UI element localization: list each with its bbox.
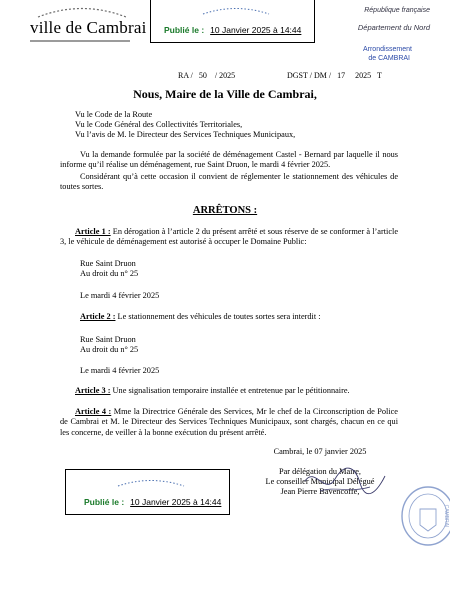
arrondissement-label: Arrondissement xyxy=(362,46,412,53)
stamp-date: 10 Janvier 2025 à 14:44 xyxy=(210,25,302,35)
publication-stamp-bottom xyxy=(65,469,230,515)
stamp-label: Publié le : xyxy=(84,497,125,507)
official-seal-icon xyxy=(398,485,450,547)
article-2-street: Rue Saint Druon xyxy=(80,335,136,344)
logo-arc-icon xyxy=(36,6,128,18)
article-3-text: Une signalisation temporaire installée et entretenue par le pétitionnaire. xyxy=(110,386,350,395)
vu-line: Vu l’avis de M. le Directeur des Services Techniques Municipaux, xyxy=(75,130,296,139)
stamp-label: Publié le : xyxy=(164,25,205,35)
reference-ra: RA / 50 / 2025 xyxy=(178,71,236,80)
vu-line: Vu le Code de la Route xyxy=(75,110,153,119)
article-3-label: Article 3 : xyxy=(75,386,111,395)
republic-label: République française xyxy=(364,7,430,14)
article-2-position: Au droit du n° 25 xyxy=(80,345,139,354)
arrondissement-city: de CAMBRAI xyxy=(368,55,410,62)
decision-heading: ARRÊTONS : xyxy=(192,205,258,216)
article-1-street: Rue Saint Druon xyxy=(80,259,136,268)
seal-text: CAMBRAI xyxy=(443,504,449,528)
article-4 xyxy=(60,407,398,438)
vu-line: Vu le Code Général des Collectivités Territoriales, xyxy=(75,120,243,129)
signature-delegation: Par délégation du Maire, xyxy=(278,467,362,476)
signature-place-date: Cambrai, le 07 janvier 2025 xyxy=(273,447,367,456)
publication-stamp-top xyxy=(150,0,315,43)
article-2-text: Le stationnement des véhicules de toutes sortes sera interdit : xyxy=(115,312,321,321)
article-2-date: Le mardi 4 février 2025 xyxy=(80,366,160,375)
article-1-text: En dérogation à l’article 2 du présent arrêté et sous réserve de se conformer à l’article 3, le véhicule de déménagement est autorisé à occuper le Domaine Public: xyxy=(60,227,398,247)
reference-dgst: DGST / DM / 17 2025 T xyxy=(287,71,382,80)
logo-text: ville de Cambrai xyxy=(30,18,147,37)
stamp-date: 10 Janvier 2025 à 14:44 xyxy=(130,497,222,507)
article-1 xyxy=(60,227,398,248)
city-logo xyxy=(30,18,147,38)
article-1-label: Article 1 : xyxy=(75,227,111,236)
article-1-position: Au droit du n° 25 xyxy=(80,269,139,278)
preamble-request: Vu la demande formulée par la société de déménagement Castel - Bernard par laquelle il nous informe qu’il réalise un déménagement, rue Saint Druon, le mardi 4 février 2025. xyxy=(60,150,398,170)
handwritten-signature-icon xyxy=(300,461,390,501)
preamble-considering: Considérant qu’à cette occasion il convient de réglementer le stationnement des véhicules de toutes sortes. xyxy=(60,172,398,192)
article-3 xyxy=(75,386,350,396)
article-4-text: Mme la Directrice Générale des Services, Mr le chef de la Circonscription de Police de Cambrai et M. le Directeur des Services Techniques Municipaux, sont chargés, chacun en ce qui les concerne, de veiller à la bonne exécution du présent arrêté. xyxy=(60,407,398,437)
signature-title: Le conseiller Municipal Délégué xyxy=(265,477,375,486)
page-title: Nous, Maire de la Ville de Cambrai, xyxy=(133,87,317,101)
department-label: Département du Nord xyxy=(357,23,430,32)
article-4-label: Article 4 : xyxy=(75,407,112,416)
article-2 xyxy=(80,312,321,322)
stamp-wave-icon xyxy=(201,6,271,16)
signature-name: Jean Pierre Bavencoffe, xyxy=(280,487,360,496)
logo-underline xyxy=(30,40,130,42)
article-1-date: Le mardi 4 février 2025 xyxy=(80,291,160,300)
stamp-wave-icon xyxy=(116,478,186,488)
article-2-label: Article 2 : xyxy=(80,312,116,321)
